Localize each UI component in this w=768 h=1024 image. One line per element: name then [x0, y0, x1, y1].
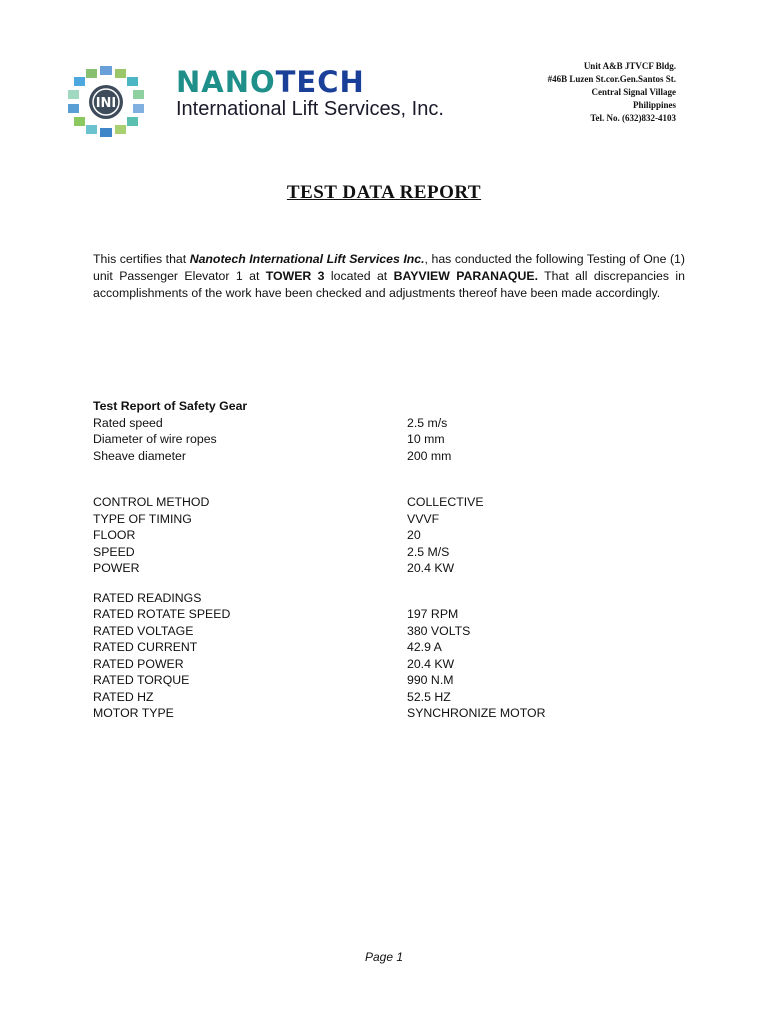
row-value: 52.5 HZ — [407, 689, 451, 704]
row-value: VVVF — [407, 511, 440, 526]
row-value: 42.9 A — [407, 640, 442, 654]
data-row — [93, 494, 693, 511]
rated-readings-heading-row — [93, 590, 693, 607]
row-label: RATED CURRENT — [93, 640, 198, 654]
data-row — [93, 639, 693, 656]
brand-name — [176, 66, 444, 98]
row-value: SYNCHRONIZE MOTOR — [407, 706, 546, 720]
row-label: Sheave diameter — [93, 448, 186, 463]
brand-block — [176, 66, 444, 120]
row-value: 380 VOLTS — [407, 623, 471, 638]
row-label: RATED TORQUE — [93, 673, 190, 687]
row-value: 990 N.M — [407, 673, 454, 687]
data-row — [93, 560, 693, 577]
row-value: COLLECTIVE — [407, 495, 484, 509]
row-value: 2.5 m/s — [407, 415, 448, 430]
logo-text: INI — [95, 96, 117, 111]
data-row — [93, 431, 693, 448]
row-label: Rated speed — [93, 415, 163, 430]
report-title: TEST DATA REPORT — [286, 182, 482, 203]
address-line: Central Signal Village — [591, 87, 676, 97]
intro-text: This certifies that — [93, 252, 190, 266]
data-row — [93, 415, 693, 432]
row-label: RATED POWER — [93, 656, 184, 671]
intro-tower: TOWER 3 — [265, 269, 325, 283]
row-value: 200 mm — [407, 448, 452, 463]
data-row — [93, 623, 693, 640]
data-row — [93, 672, 693, 689]
row-value: 2.5 M/S — [407, 544, 450, 559]
data-row — [93, 527, 693, 544]
intro-text: That all discrepancies in accomplishments of the work have been checked and adjustments thereof have been made accordingly. — [93, 269, 685, 300]
section-heading: RATED READINGS — [93, 590, 202, 605]
row-label: Diameter of wire ropes — [93, 432, 217, 446]
row-label: RATED VOLTAGE — [93, 623, 194, 638]
row-value: 10 mm — [407, 432, 445, 446]
data-row — [93, 705, 693, 722]
row-label: RATED HZ — [93, 689, 154, 704]
data-row — [93, 544, 693, 561]
address-line: Unit A&B JTVCF Bldg. — [583, 61, 676, 71]
row-label: FLOOR — [93, 528, 136, 542]
company-logo — [60, 64, 156, 138]
company-address — [548, 60, 676, 125]
safety-gear-heading-row — [93, 398, 693, 415]
brand-name-part1: NANO — [176, 65, 276, 99]
address-line: Philippines — [632, 100, 676, 110]
address-line: #46B Luzen St.cor.Gen.Santos St. — [547, 74, 676, 84]
row-label: SPEED — [93, 544, 135, 559]
intro-text: located at — [324, 269, 394, 283]
data-row — [93, 656, 693, 673]
row-label: POWER — [93, 561, 140, 575]
data-row — [93, 606, 693, 623]
row-value: 20 — [407, 528, 421, 542]
row-label: MOTOR TYPE — [93, 706, 174, 720]
row-value: 197 RPM — [407, 607, 459, 621]
brand-subtitle: International Lift Services, Inc. — [176, 98, 444, 120]
section-heading: Test Report of Safety Gear — [93, 399, 248, 413]
data-row — [93, 511, 693, 528]
address-line: Tel. No. (632)832-4103 — [590, 113, 676, 123]
brand-name-part2: TECH — [275, 65, 365, 99]
intro-location: BAYVIEW PARANAQUE. — [393, 269, 538, 283]
data-row — [93, 448, 693, 465]
row-label: TYPE OF TIMING — [93, 511, 192, 526]
test-data-sheet — [93, 398, 693, 722]
page-number: Page 1 — [364, 950, 404, 964]
row-value: 20.4 KW — [407, 561, 455, 575]
row-label: CONTROL METHOD — [93, 495, 210, 509]
intro-company: Nanotech International Lift Services Inc. — [189, 252, 425, 266]
row-value: 20.4 KW — [407, 656, 455, 671]
intro-paragraph — [93, 251, 685, 302]
row-label: RATED ROTATE SPEED — [93, 607, 231, 621]
intro-text: , has conducted the following Testing of One (1) unit Passenger Elevator 1 at — [93, 252, 685, 283]
data-row — [93, 689, 693, 706]
